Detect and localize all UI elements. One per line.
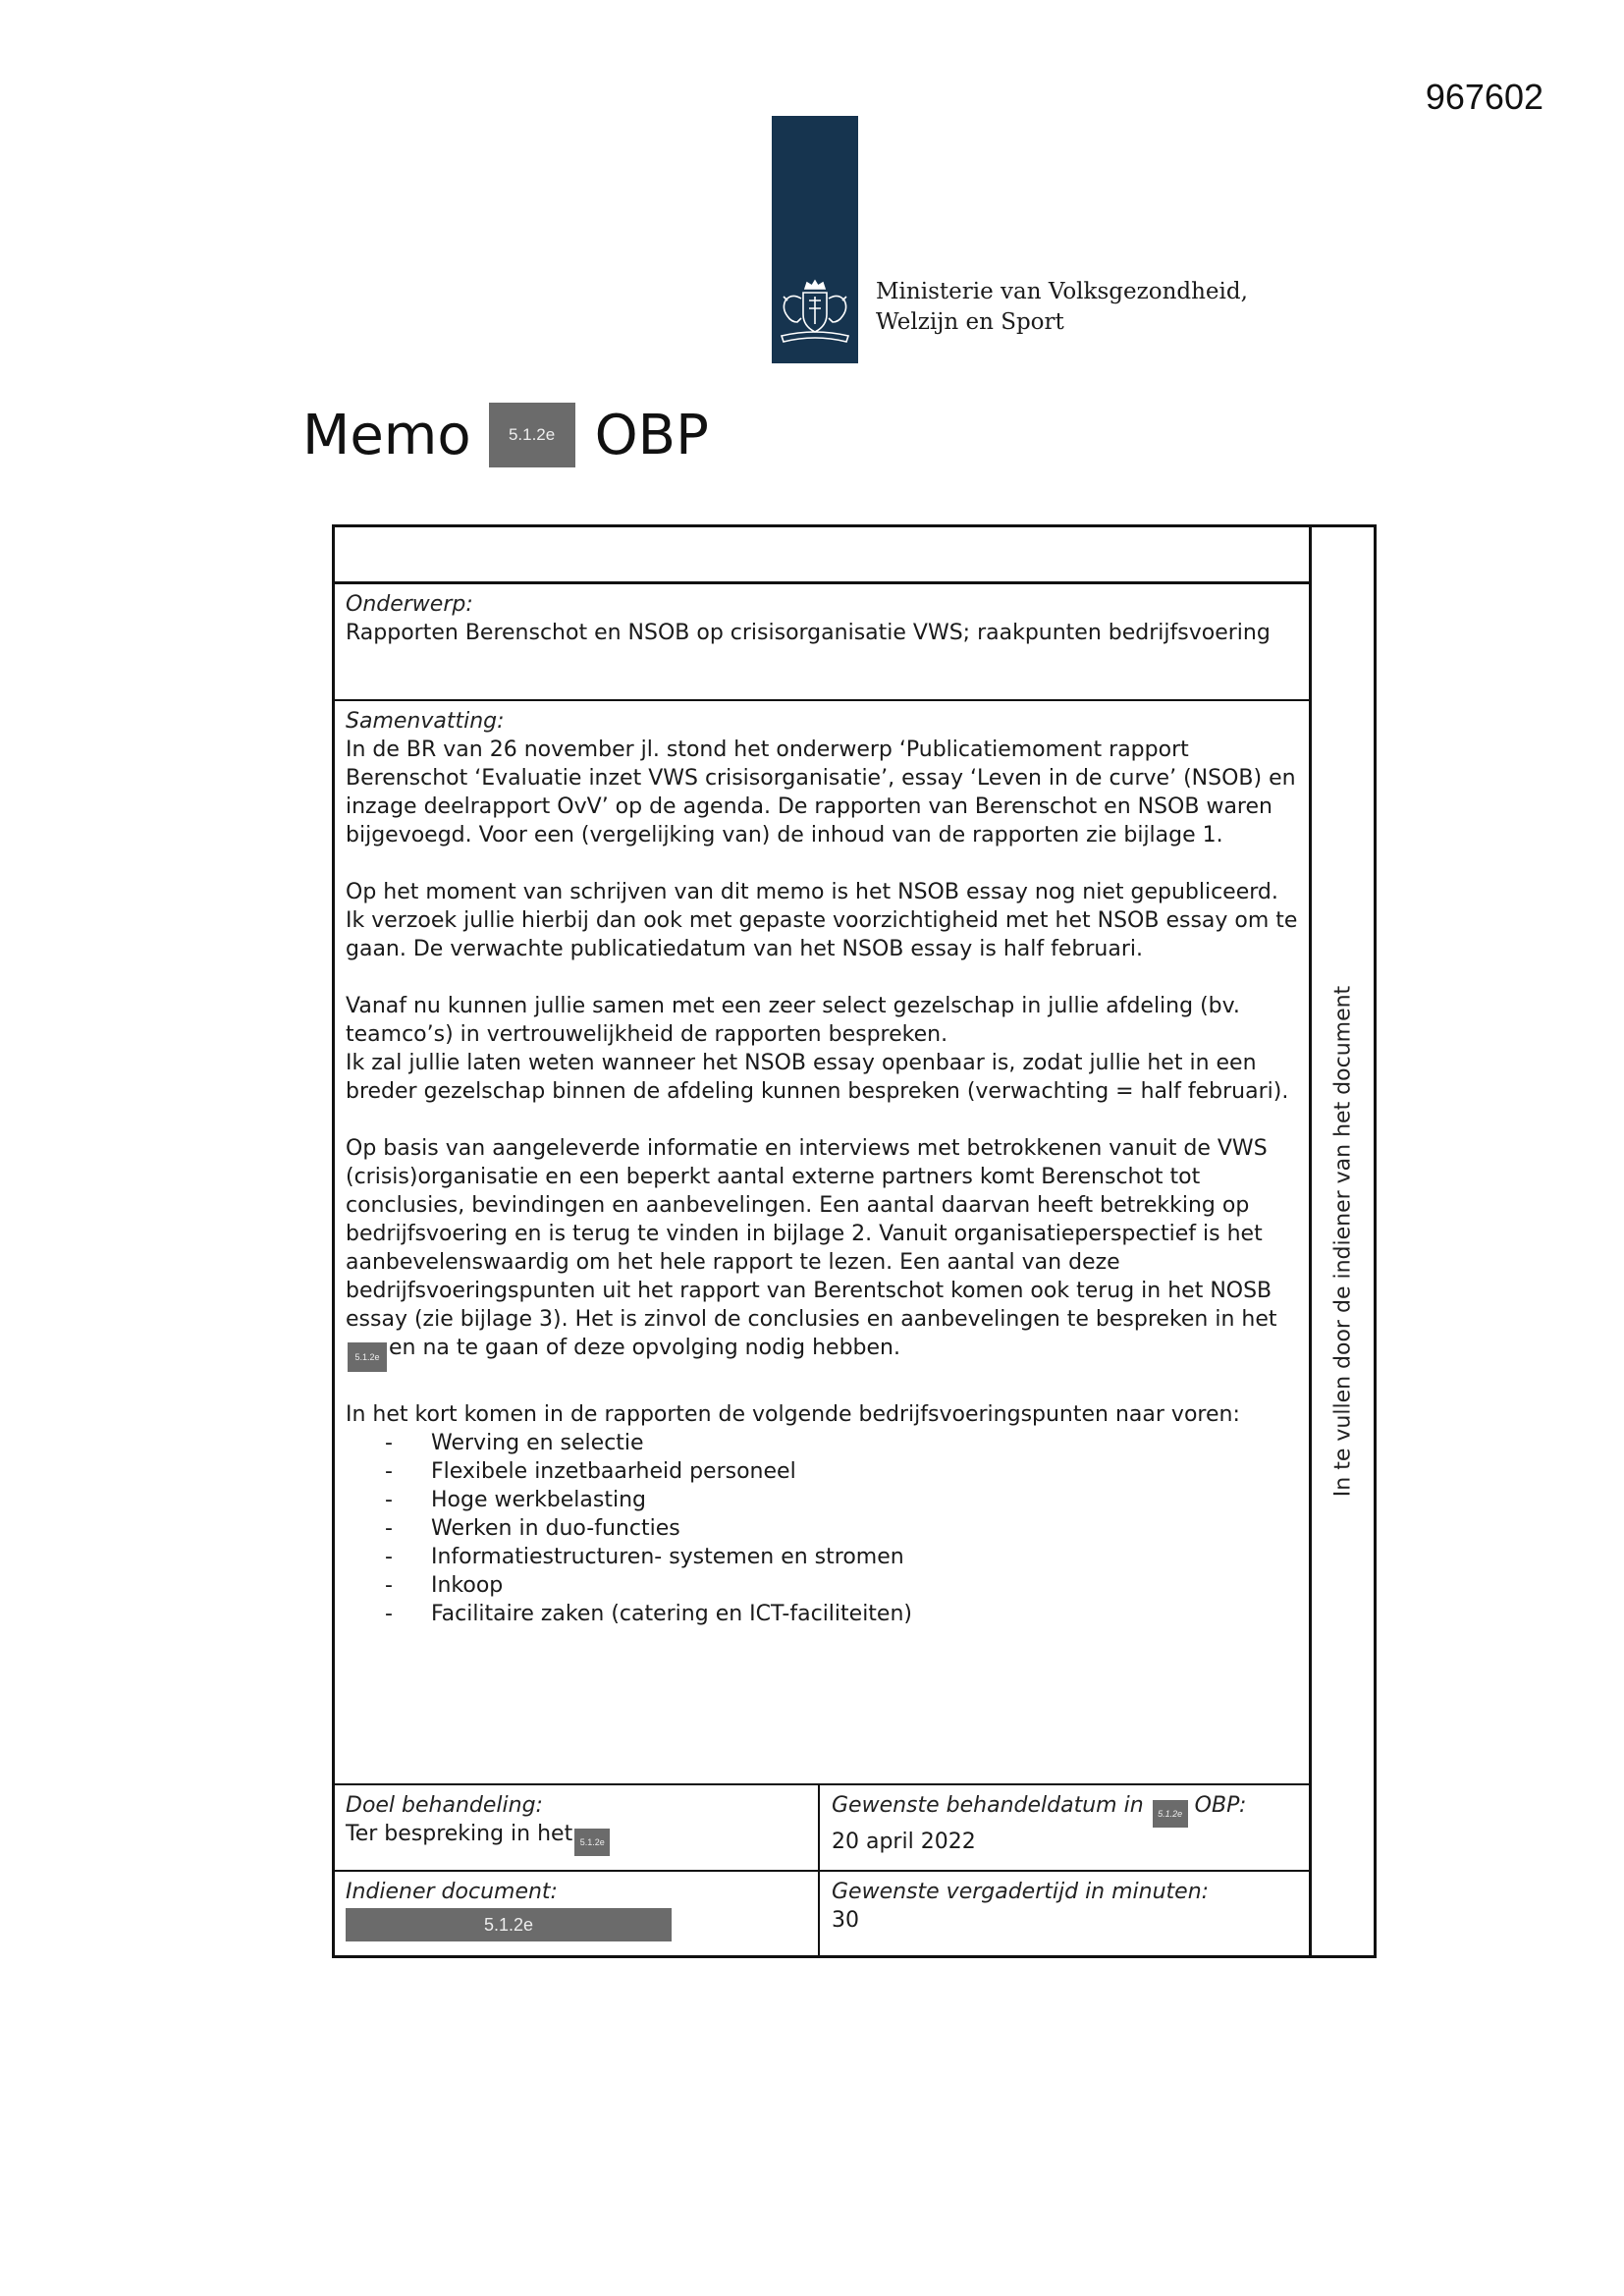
list-item: - Informatiestructuren- systemen en stromen xyxy=(385,1543,1302,1571)
subject-label: Onderwerp: xyxy=(346,592,473,617)
side-label: In te vullen door de indiener van het document xyxy=(1330,985,1355,1498)
memo-title-suffix: OBP xyxy=(594,403,709,467)
list-item: - Inkoop xyxy=(385,1571,1302,1600)
submitter-cell xyxy=(335,1872,820,1956)
summary-paragraph-4-end: en na te gaan of deze opvolging nodig hebben. xyxy=(389,1336,900,1360)
subject-text: Rapporten Berenschot en NSOB op crisisorganisatie VWS; raakpunten bedrijfsvoering xyxy=(346,621,1271,645)
memo-title-prefix: Memo xyxy=(302,403,471,467)
redaction-box: 5.1.2e xyxy=(348,1342,387,1372)
treatment-date-value: 20 april 2022 xyxy=(832,1830,976,1854)
treatment-row xyxy=(335,1785,1312,1872)
operations-points-list xyxy=(346,1429,1302,1628)
summary-paragraph-5: In het kort komen in de rapporten de volgende bedrijfsvoeringspunten naar voren: xyxy=(346,1402,1240,1427)
ministry-name-line2: Welzijn en Sport xyxy=(876,309,1064,335)
summary-paragraph-3b: Ik zal jullie laten weten wanneer het NSOB essay openbaar is, zodat jullie het in een breder gezelschap binnen de afdeling kunnen bespreken (verwachting = half februari). xyxy=(346,1051,1289,1104)
treatment-goal-text: Ter bespreking in het xyxy=(346,1822,573,1846)
summary-paragraph-2: Op het moment van schrijven van dit memo is het NSOB essay nog niet gepubliceerd. Ik verzoek jullie hierbij dan ook met gepaste voorzichtigheid met het NSOB essay om te gaan. De verwachte publicatiedatum van het NSOB essay is half februari. xyxy=(346,880,1298,961)
memo-form-main xyxy=(335,527,1312,1955)
summary-paragraph-3 xyxy=(346,992,1302,1106)
treatment-goal-cell xyxy=(335,1785,820,1870)
memo-form xyxy=(332,524,1377,1958)
submitter-row xyxy=(335,1872,1312,1956)
redaction-box: 5.1.2e xyxy=(489,403,575,467)
treatment-date-cell xyxy=(820,1785,1312,1870)
meeting-time-label: Gewenste vergadertijd in minuten: xyxy=(832,1880,1210,1904)
coat-of-arms-icon xyxy=(772,279,858,348)
list-item: - Flexibele inzetbaarheid personeel xyxy=(385,1457,1302,1486)
list-item: - Werving en selectie xyxy=(385,1429,1302,1457)
list-item: - Facilitaire zaken (catering en ICT-faciliteiten) xyxy=(385,1600,1302,1628)
summary-paragraph-1: In de BR van 26 november jl. stond het onderwerp ‘Publicatiemoment rapport Berenschot ‘Evaluatie inzet VWS crisisorganisatie’, essay ‘Leven in de curve’ (NSOB) en inzage deelrapport OvV’ op de agenda. De rapporten van Berenschot en NSOB waren bijgevoegd. Voor een (vergelijking van) de inhoud van de rapporten zie bijlage 1. xyxy=(346,738,1296,847)
treatment-date-label-start: Gewenste behandeldatum in xyxy=(832,1793,1144,1818)
treatment-goal-value xyxy=(346,1820,808,1856)
list-item: - Werken in duo-functies xyxy=(385,1514,1302,1543)
redaction-box: 5.1.2e xyxy=(346,1908,672,1941)
redaction-box: 5.1.2e xyxy=(1153,1800,1188,1828)
list-item: - Hoge werkbelasting xyxy=(385,1486,1302,1514)
memo-title xyxy=(302,401,709,469)
treatment-date-label xyxy=(832,1791,1302,1828)
form-header-row xyxy=(335,527,1312,584)
document-number: 967602 xyxy=(1425,77,1543,117)
submitter-label: Indiener document: xyxy=(346,1880,558,1904)
summary-paragraph-4 xyxy=(346,1134,1302,1372)
side-column xyxy=(1309,527,1374,1955)
ministry-name-line1: Ministerie van Volksgezondheid, xyxy=(876,279,1248,304)
meeting-time-cell xyxy=(820,1872,1312,1956)
subject-section xyxy=(335,584,1312,701)
summary-section xyxy=(335,701,1312,1785)
meeting-time-value: 30 xyxy=(832,1908,859,1933)
redaction-box: 5.1.2e xyxy=(574,1829,610,1856)
ministry-logo-bar xyxy=(772,116,858,363)
treatment-date-label-end: OBP: xyxy=(1194,1793,1247,1818)
summary-label: Samenvatting: xyxy=(346,709,505,734)
summary-paragraph-3a: Vanaf nu kunnen jullie samen met een zeer select gezelschap in jullie afdeling (bv. teamco’s) in vertrouwelijkheid de rapporten bespreken. xyxy=(346,994,1240,1047)
summary-paragraph-4-start: Op basis van aangeleverde informatie en interviews met betrokkenen vanuit de VWS (crisis)organisatie en een beperkt aantal externe partners komt Berenschot tot conclusies, bevindingen en aanbevelingen. Een aantal daarvan heeft betrekking op bedrijfsvoering en is terug te vinden in bijlage 2. Vanuit organisatieperspectief is het aanbevelenswaardig om het hele rapport te lezen. Een aantal van deze bedrijfsvoeringspunten uit het rapport van Berentschot komen ook terug in het NOSB essay (zie bijlage 3). Het is zinvol de conclusies en aanbevelingen te bespreken in het xyxy=(346,1136,1277,1332)
ministry-name xyxy=(876,277,1248,338)
treatment-goal-label: Doel behandeling: xyxy=(346,1793,543,1818)
